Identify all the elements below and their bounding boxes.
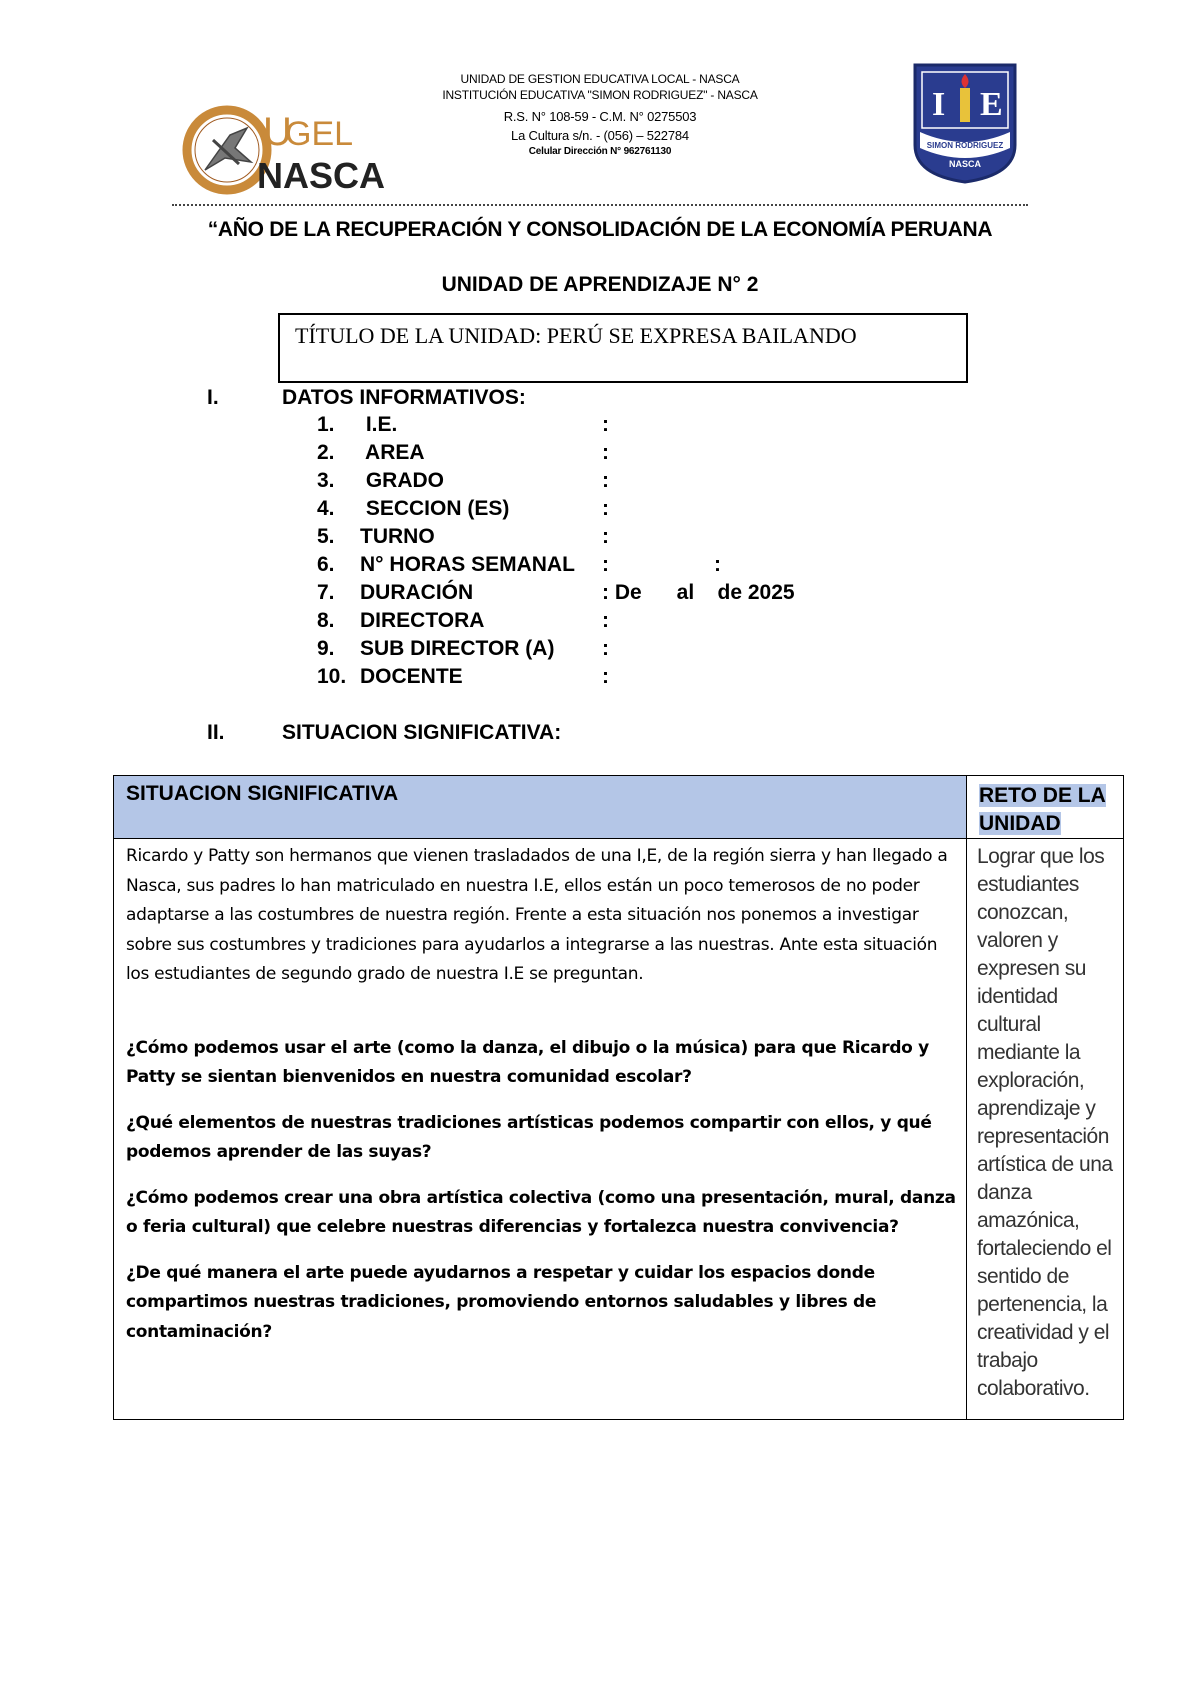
reto-text: Lograr que los estudiantes conozcan, valoren y expresen su identidad cultural mediante la exploración, aprendizaje y representación artística de una danza amazónica, fortaleciendo el sentido de pertenencia, la creatividad y el trabajo colaborativo.	[977, 845, 1113, 1400]
ugel-logo-nasca: NASCA	[257, 155, 386, 196]
datos-item-label: N° HORAS SEMANAL	[360, 553, 575, 576]
datos-item-number: 10.	[317, 665, 347, 688]
header-line-resolution: R.S. N° 108-59 - C.M. N° 0275503	[503, 109, 697, 124]
section-1-number: I.	[207, 386, 219, 409]
section-1-title: DATOS INFORMATIVOS:	[282, 386, 526, 409]
datos-item-label: I.E.	[360, 413, 398, 436]
datos-item-label: TURNO	[360, 525, 435, 548]
datos-item-value: :	[602, 525, 609, 548]
ie-logo-e: E	[980, 86, 1003, 123]
unit-title-box-text: TÍTULO DE LA UNIDAD: PERÚ SE EXPRESA BAILANDO	[295, 323, 857, 348]
svg-text:U: U	[263, 110, 292, 154]
datos-item-number: 9.	[317, 637, 335, 660]
datos-item-number: 3.	[317, 469, 335, 492]
ugel-nasca-logo	[185, 100, 386, 200]
datos-item-value: :	[602, 413, 609, 436]
datos-item-value: :	[602, 637, 609, 660]
ie-logo-nasca: NASCA	[948, 159, 982, 169]
table-header-situacion-text: SITUACION SIGNIFICATIVA	[126, 782, 399, 805]
ugel-logo-gel: GEL	[285, 115, 354, 153]
unit-title-box	[278, 313, 968, 383]
section-2-number: II.	[207, 721, 225, 744]
datos-item-value: :	[602, 665, 609, 688]
datos-item-label: GRADO	[360, 469, 444, 492]
table-header-reto	[967, 776, 1124, 839]
datos-item-value: :	[602, 497, 609, 520]
section-2-title: SITUACION SIGNIFICATIVA:	[282, 721, 562, 744]
situacion-significativa-table	[113, 775, 1124, 1420]
header-line-ugel: UNIDAD DE GESTION EDUCATIVA LOCAL - NASCA	[460, 72, 740, 86]
table-body-row	[114, 839, 1124, 1420]
ie-logo-simon-rodriguez: SIMON RODRIGUEZ	[926, 141, 1004, 150]
datos-item-number: 1.	[317, 413, 335, 436]
datos-item-number: 2.	[317, 441, 335, 464]
question-4: ¿De qué manera el arte puede ayudarnos a respetar y cuidar los espacios donde compartimos nuestras tradiciones, promoviendo entornos saludables y libres de contaminación?	[126, 1262, 877, 1342]
question-3: ¿Cómo podemos crear una obra artística colectiva (como una presentación, mural, danza o feria cultural) que celebre nuestras diferencias y fortalezca nuestra convivencia?	[126, 1187, 956, 1237]
datos-item-label: DURACIÓN	[360, 581, 474, 604]
datos-item-label: SECCION (ES)	[360, 497, 510, 520]
datos-item-label: AREA	[360, 441, 425, 464]
datos-item-value: : De al de 2025	[602, 581, 795, 604]
datos-item-label: SUB DIRECTOR (A)	[360, 637, 555, 660]
datos-item-value: :	[602, 609, 609, 632]
question-2: ¿Qué elementos de nuestras tradiciones artísticas podemos compartir con ellos, y qué podemos aprender de las suyas?	[126, 1112, 932, 1162]
datos-item-number: 6.	[317, 553, 335, 576]
question-1: ¿Cómo podemos usar el arte (como la danza, el dibujo o la música) para que Ricardo y Patty se sientan bienvenidos en nuestra comunidad escolar?	[126, 1037, 929, 1087]
unit-title: UNIDAD DE APRENDIZAJE N° 2	[441, 273, 759, 296]
header-divider	[172, 204, 1028, 206]
datos-item-number: 7.	[317, 581, 335, 604]
situacion-paragraph: Ricardo y Patty son hermanos que vienen trasladados de una I,E, de la región sierra y han llegado a Nasca, sus padres lo han matriculado en nuestra I.E, ellos están un poco temerosos de no poder adaptarse a las costumbres de nuestra región. Frente a esta situación nos ponemos a investigar sobre sus costumbres y tradiciones para ayudarlos a integrarse a las nuestras. Ante esta situación los estudiantes de segundo grado de nuestra I.E se preguntan.	[126, 846, 948, 984]
reto-cell	[967, 839, 1124, 1420]
situacion-cell	[114, 839, 967, 1420]
datos-item-number: 5.	[317, 525, 335, 548]
table-header-reto-line1: RETO DE LA	[979, 784, 1106, 807]
datos-item-value: : :	[602, 553, 722, 576]
table-header-row	[114, 776, 1124, 839]
table-header-situacion	[114, 776, 967, 839]
header-line-address: La Cultura s/n. - (056) – 522784	[511, 128, 689, 143]
datos-item-number: 4.	[317, 497, 335, 520]
datos-item-value: :	[602, 469, 609, 492]
ie-logo-i: I	[932, 86, 946, 123]
header-line-phone: Celular Dirección N° 962761130	[528, 146, 672, 157]
datos-item-value: :	[602, 441, 609, 464]
datos-item-label: DIRECTORA	[360, 609, 485, 632]
datos-item-label: DOCENTE	[360, 665, 463, 688]
header-line-institution: INSTITUCIÓN EDUCATIVA "SIMON RODRIGUEZ" - NASCA	[442, 88, 758, 102]
table-header-reto-line2: UNIDAD	[979, 812, 1061, 835]
datos-item-number: 8.	[317, 609, 335, 632]
ie-simon-rodriguez-shield	[910, 60, 1020, 185]
year-title: “AÑO DE LA RECUPERACIÓN Y CONSOLIDACIÓN DE LA ECONOMÍA PERUANA	[207, 218, 993, 241]
